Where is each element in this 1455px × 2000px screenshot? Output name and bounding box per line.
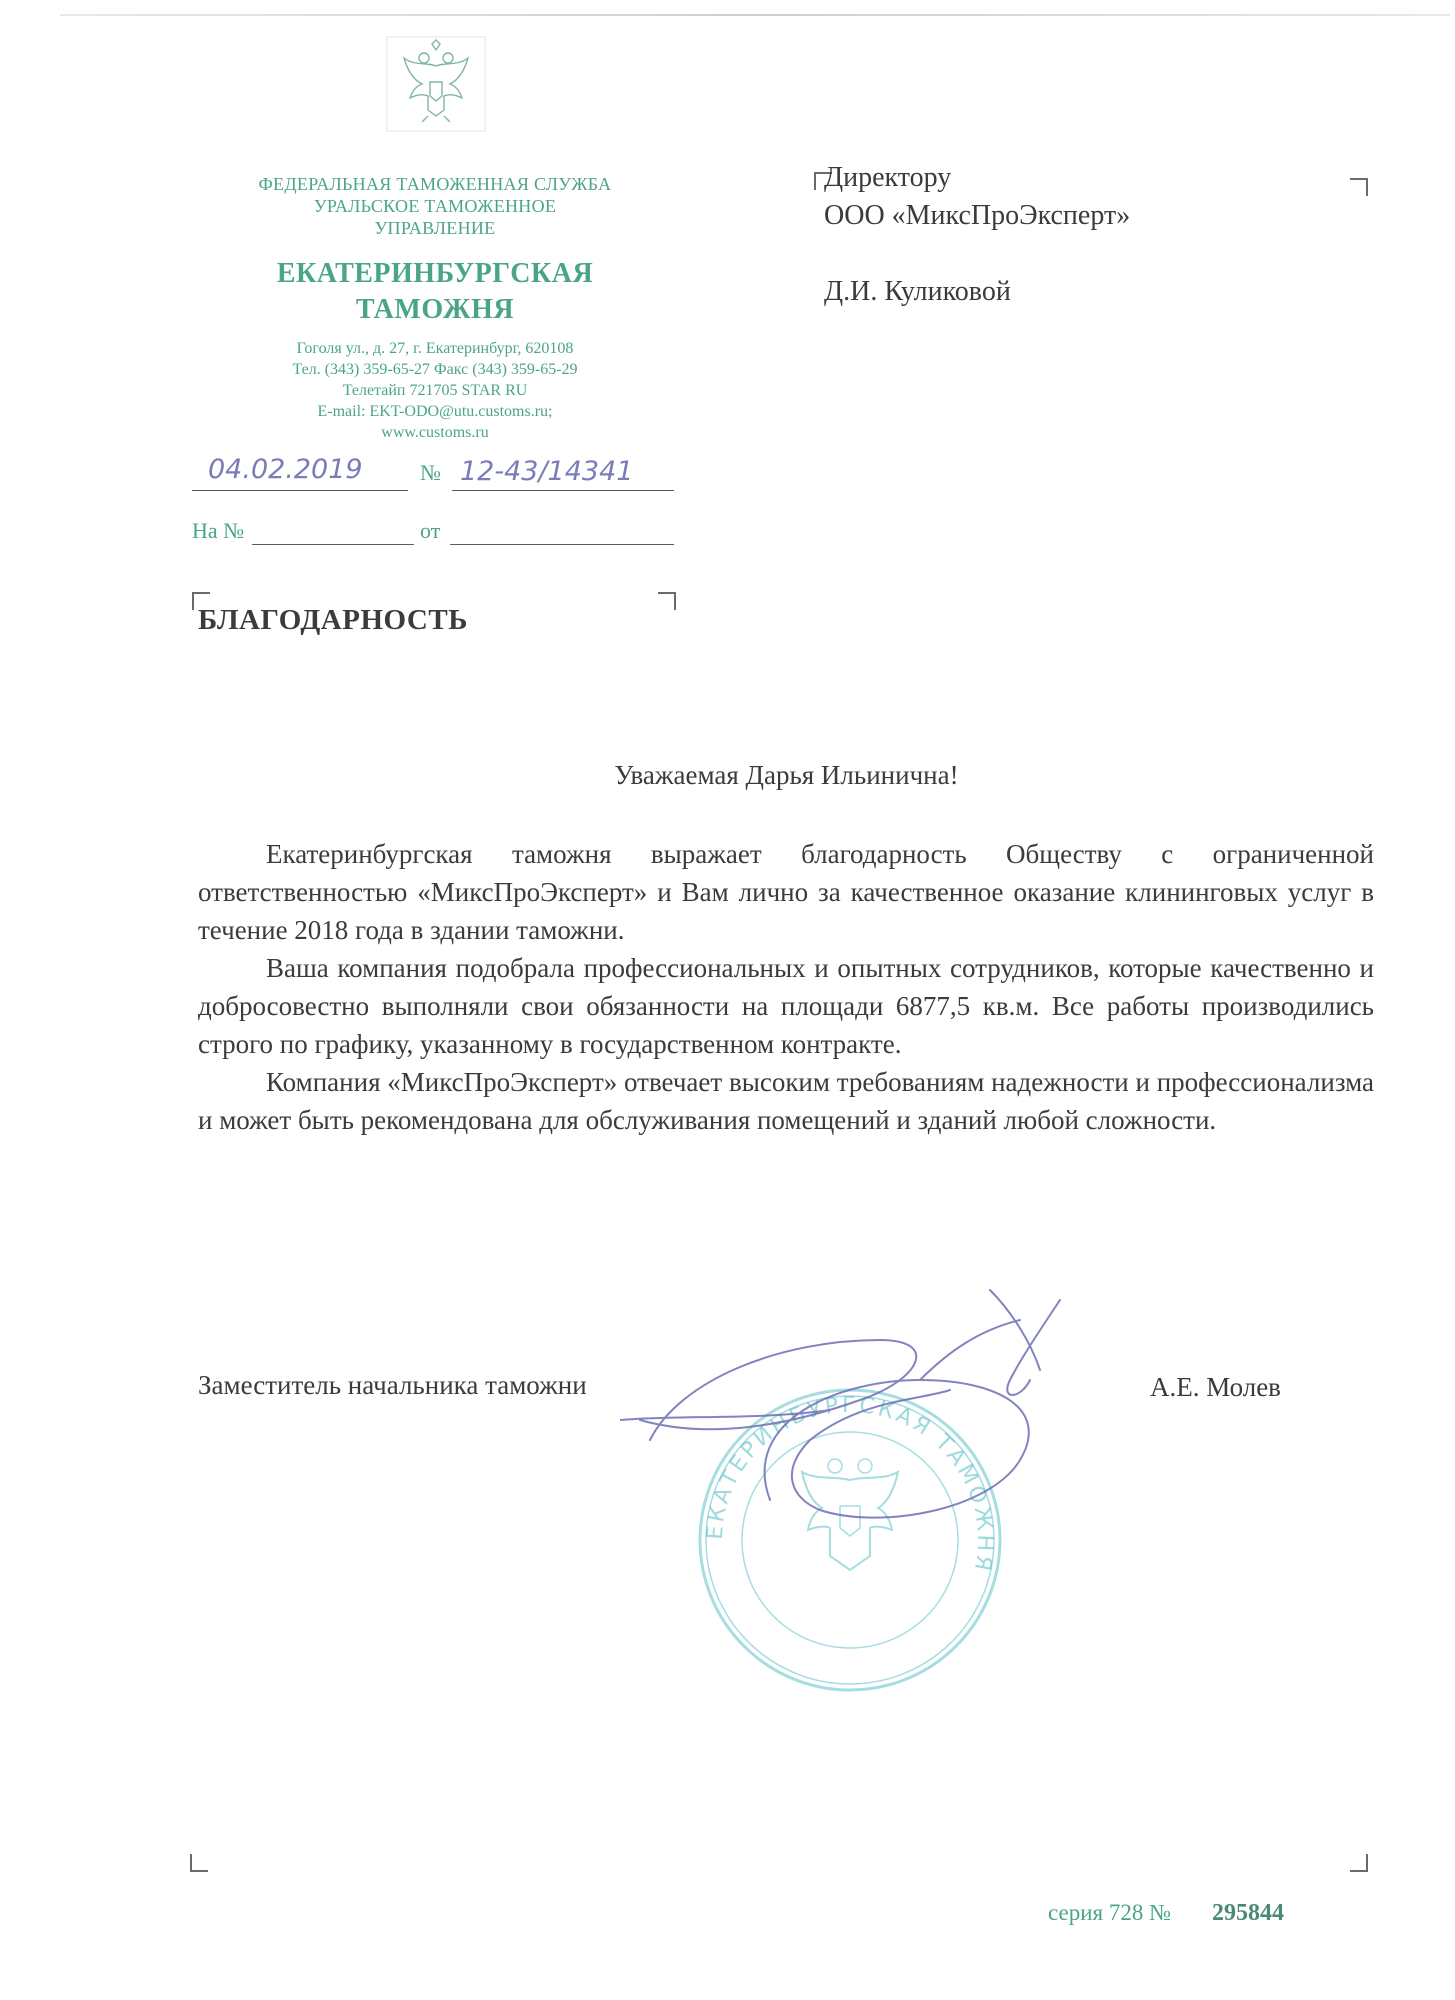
recipient-corner-right bbox=[1350, 178, 1368, 196]
signatory-position: Заместитель начальника таможни bbox=[198, 1370, 587, 1400]
signatory-name: А.Е. Молев bbox=[1150, 1372, 1281, 1402]
reference-number-line bbox=[252, 544, 414, 545]
handwritten-number: 12-43/14341 bbox=[460, 456, 634, 487]
handwritten-date: 04.02.2019 bbox=[208, 454, 363, 485]
recipient-title: Директору bbox=[824, 162, 952, 193]
teletype-line: Телетайп 721705 STAR RU bbox=[342, 382, 528, 399]
reference-date-label: от bbox=[420, 518, 441, 543]
contact-block bbox=[200, 338, 670, 443]
coat-of-arms-emblem bbox=[386, 36, 486, 132]
recipient-name: Д.И. Куликовой bbox=[824, 276, 1011, 307]
reference-date-line bbox=[450, 544, 674, 545]
body-paragraph-1: Екатеринбургская таможня выражает благодарность Обществу с ограниченной ответственностью «МиксПроЭксперт» и Вам лично за качественное оказание клининговых услуг в течение 2018 года в здании таможни. bbox=[198, 839, 1374, 945]
title-corner-right bbox=[658, 592, 676, 610]
org-line-2: УРАЛЬСКОЕ ТАМОЖЕННОЕ bbox=[313, 196, 557, 216]
serial-number: 295844 bbox=[1212, 1900, 1284, 1926]
handwritten-signature bbox=[620, 1270, 1080, 1550]
reference-number-label: На № bbox=[192, 518, 245, 543]
address-line: Гоголя ул., д. 27, г. Екатеринбург, 620108 bbox=[296, 340, 574, 357]
bottom-corner-left bbox=[190, 1854, 208, 1872]
bottom-corner-right bbox=[1350, 1854, 1368, 1872]
body-paragraph-3: Компания «МиксПроЭксперт» отвечает высоким требованиям надежности и профессионализма и может быть рекомендована для обслуживания помещений и зданий любой сложности. bbox=[198, 1067, 1374, 1135]
letter-body bbox=[198, 835, 1374, 1139]
number-label: № bbox=[420, 460, 441, 485]
date-underline bbox=[192, 490, 408, 491]
email-line: E-mail: EKT-ODO@utu.customs.ru; bbox=[317, 403, 553, 420]
customs-line-1: ЕКАТЕРИНБУРГСКАЯ bbox=[276, 258, 594, 289]
phone-line: Тел. (343) 359-65-27 Факс (343) 359-65-29 bbox=[292, 361, 578, 378]
org-line-3: УПРАВЛЕНИЕ bbox=[374, 218, 496, 238]
customs-line-2: ТАМОЖНЯ bbox=[355, 294, 515, 325]
federal-service-heading bbox=[200, 173, 670, 239]
customs-name-heading bbox=[210, 256, 660, 328]
org-line-1: ФЕДЕРАЛЬНАЯ ТАМОЖЕННАЯ СЛУЖБА bbox=[258, 174, 612, 194]
stamp-text: ЕКАТЕРИНБУРГСКАЯ ТАМОЖНЯ bbox=[702, 1392, 998, 1576]
website-line: www.customs.ru bbox=[381, 424, 489, 441]
number-underline bbox=[452, 490, 674, 491]
body-paragraph-2: Ваша компания подобрала профессиональных и опытных сотрудников, которые качественно и добросовестно выполняли свои обязанности на площади 6877,5 кв.м. Все работы производились строго по графику, указанному в государственном контракте. bbox=[198, 953, 1374, 1059]
document-title: БЛАГОДАРНОСТЬ bbox=[198, 604, 468, 636]
scan-top-edge bbox=[60, 14, 1450, 16]
serial-label: серия 728 № bbox=[1048, 1900, 1172, 1925]
recipient-company: ООО «МиксПроЭксперт» bbox=[824, 200, 1131, 231]
greeting: Уважаемая Дарья Ильинична! bbox=[614, 760, 959, 790]
